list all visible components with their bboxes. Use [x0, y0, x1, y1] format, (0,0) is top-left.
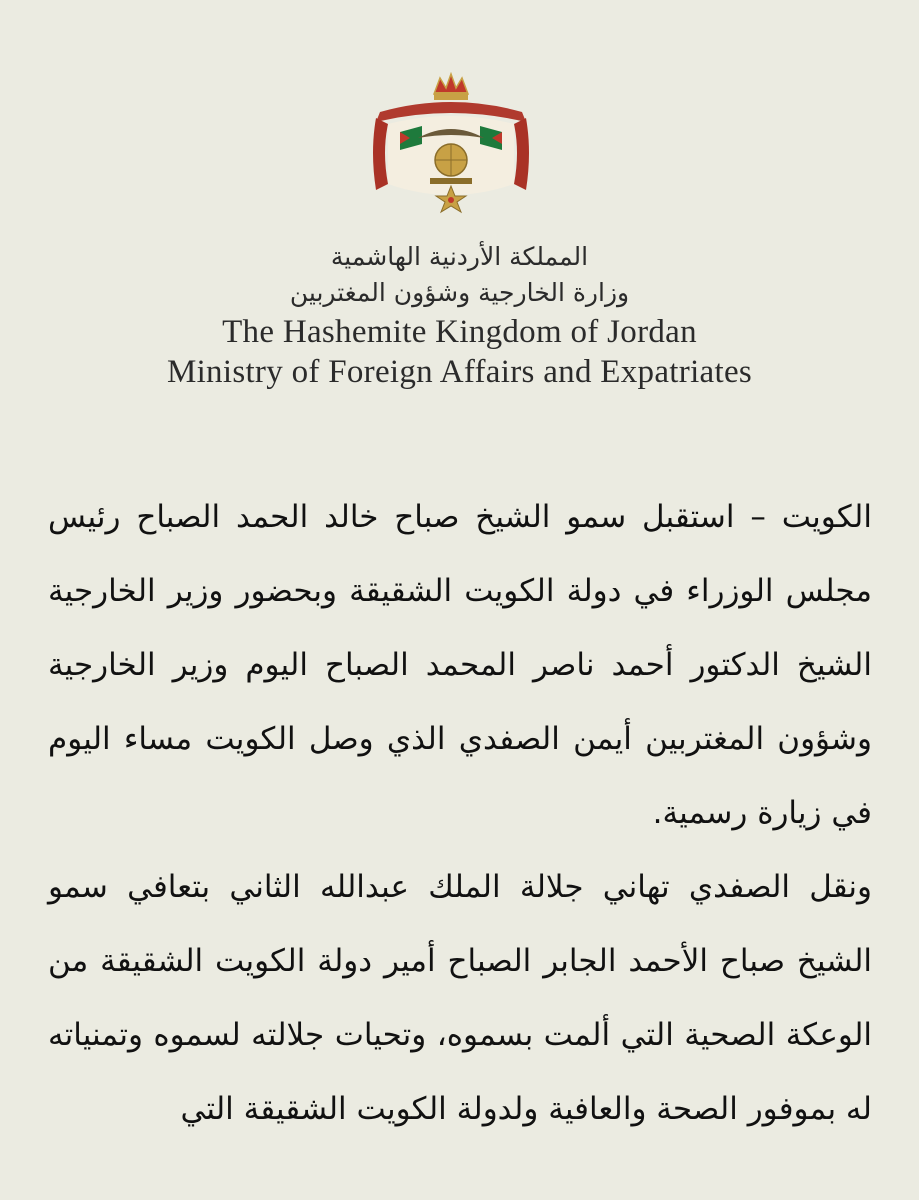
press-release-body [48, 480, 872, 1146]
jordan-coat-of-arms-icon [360, 72, 542, 222]
paragraph: الكويت – استقبل سمو الشيخ صباح خالد الحمد الصباح رئيس مجلس الوزراء في دولة الكويت الشقيقة وبحضور وزير الخارجية الشيخ الدكتور أحمد ناصر المحمد الصباح اليوم وزير الخارجية وشؤون المغتربين أيمن الصفدي الذي وصل الكويت مساء اليوم في زيارة رسمية. [48, 499, 872, 831]
arabic-kingdom-title: المملكة الأردنية الهاشمية [330, 242, 589, 271]
ministry-header [0, 240, 919, 392]
english-kingdom-title: The Hashemite Kingdom of Jordan [222, 314, 697, 350]
paragraph: ونقل الصفدي تهاني جلالة الملك عبدالله الثاني بتعافي سمو الشيخ صباح الأحمد الجابر الصباح أمير دولة الكويت الشقيقة من الوعكة الصحية التي ألمت بسموه، وتحيات جلالته لسموه وتمنياته له بموفور الصحة والعافية ولدولة الكويت الشقيقة التي [48, 869, 872, 1127]
english-ministry-title: Ministry of Foreign Affairs and Expatriates [166, 354, 753, 390]
arabic-ministry-title: وزارة الخارجية وشؤون المغتربين [289, 278, 630, 307]
